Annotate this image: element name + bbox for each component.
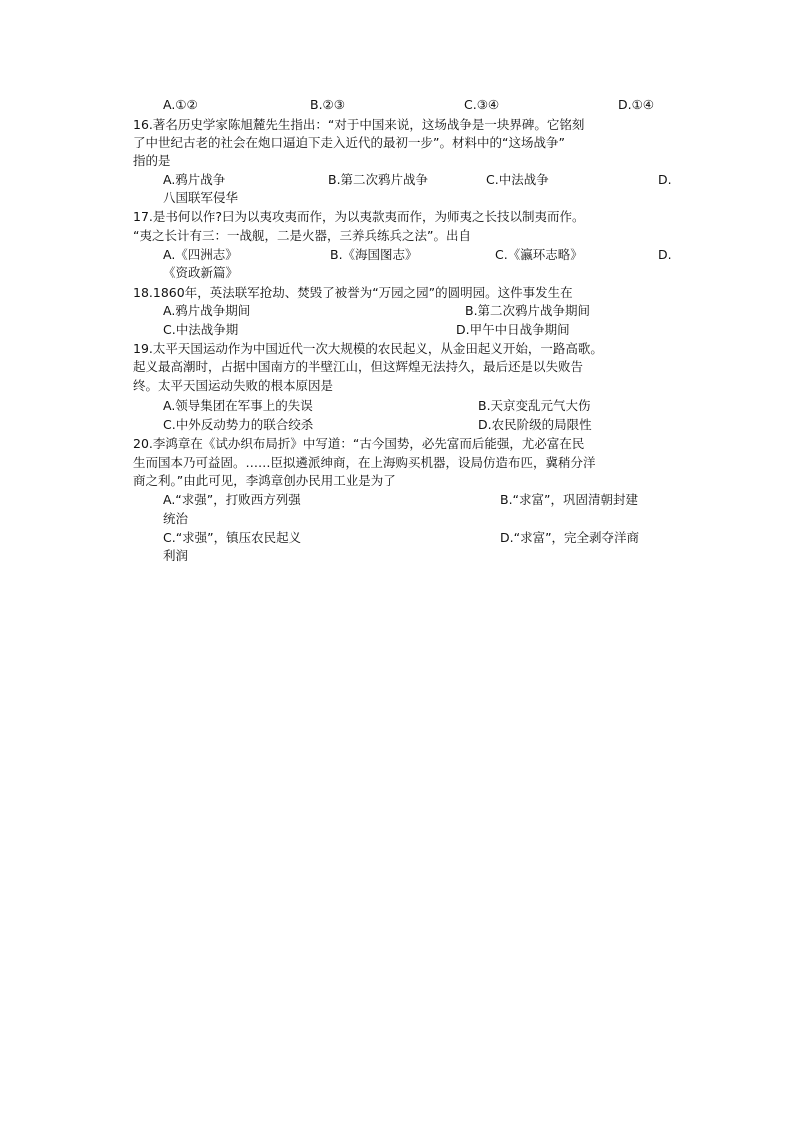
q16-option-d-text: 八国联军侵华 [163,190,239,205]
q17-option-d: D. [658,247,672,262]
q19-option-c: C.中外反动势力的联合绞杀 [163,417,314,432]
q16-stem-line-1: 16.著名历史学家陈旭麓先生指出：“对于中国来说，这场战争是一块界碑。它铭刻 [133,117,585,132]
q17-option-c: C.《瀛环志略》 [495,247,583,262]
q18-option-d: D.甲午中日战争期间 [456,322,570,337]
q16-stem-line-2: 了中世纪古老的社会在炮口逼迫下走入近代的最初一步”。材料中的“这场战争” [133,135,565,150]
q19-option-b: B.天京变乱元气大伤 [478,398,591,413]
q20-option-b: B.“求富”，巩固清朝封建 [500,492,639,507]
q20-option-d-continued: 利润 [163,548,189,563]
q17-option-a: A.《四洲志》 [163,247,238,262]
q15-option-c: C.③④ [464,97,500,112]
q18-option-b: B.第二次鸦片战争期间 [465,303,591,318]
q19-stem-line-1: 19.太平天国运动作为中国近代一次大规模的农民起义，从金田起义开始，一路高歌。 [133,341,603,356]
q16-option-d: D. [658,172,672,187]
q17-stem-line-2: “夷之长计有三：一战舰，二是火器，三养兵练兵之法”。出自 [133,228,471,243]
q15-option-b: B.②③ [310,97,345,112]
q20-option-c: C.“求强”，镇压农民起义 [163,530,302,545]
q16-option-a: A.鸦片战争 [163,172,226,187]
q20-stem-line-1: 20.李鸿章在《试办织布局折》中写道：“古今国势，必先富而后能强，尤必富在民 [133,436,585,451]
q16-option-c: C.中法战争 [486,172,549,187]
q16-stem-line-3: 指的是 [133,153,171,168]
q18-stem-line-1: 18.1860年，英法联军抢劫、焚毁了被誉为“万园之园”的圆明园。这件事发生在 [133,285,573,300]
q20-option-b-continued: 统治 [163,511,189,526]
q20-stem-line-3: 商之利。”由此可见，李鸿章创办民用工业是为了 [133,473,396,488]
q19-option-d: D.农民阶级的局限性 [478,417,592,432]
q17-stem-line-1: 17.是书何以作?曰为以夷攻夷而作，为以夷款夷而作，为师夷之长技以制夷而作。 [133,209,585,224]
q19-stem-line-2: 起义最高潮时，占据中国南方的半壁江山，但这辉煌无法持久，最后还是以失败告 [133,359,584,374]
q19-option-a: A.领导集团在军事上的失误 [163,398,313,413]
q20-option-a: A.“求强”，打败西方列强 [163,492,301,507]
q17-option-b: B.《海国图志》 [330,247,418,262]
q18-option-a: A.鸦片战争期间 [163,303,251,318]
q19-stem-line-3: 终。太平天国运动失败的根本原因是 [133,378,334,393]
q15-option-a: A.①② [163,97,198,112]
q18-option-c: C.中法战争期 [163,322,239,337]
q17-option-d-text: 《资政新篇》 [163,265,239,280]
q20-stem-line-2: 生而国本乃可益固。……臣拟遴派绅商，在上海购买机器，设局仿造布匹，冀稍分洋 [133,455,596,470]
q16-option-b: B.第二次鸦片战争 [328,172,429,187]
q15-option-d: D.①④ [618,97,655,112]
q20-option-d: D.“求富”，完全剥夺洋商 [500,530,640,545]
